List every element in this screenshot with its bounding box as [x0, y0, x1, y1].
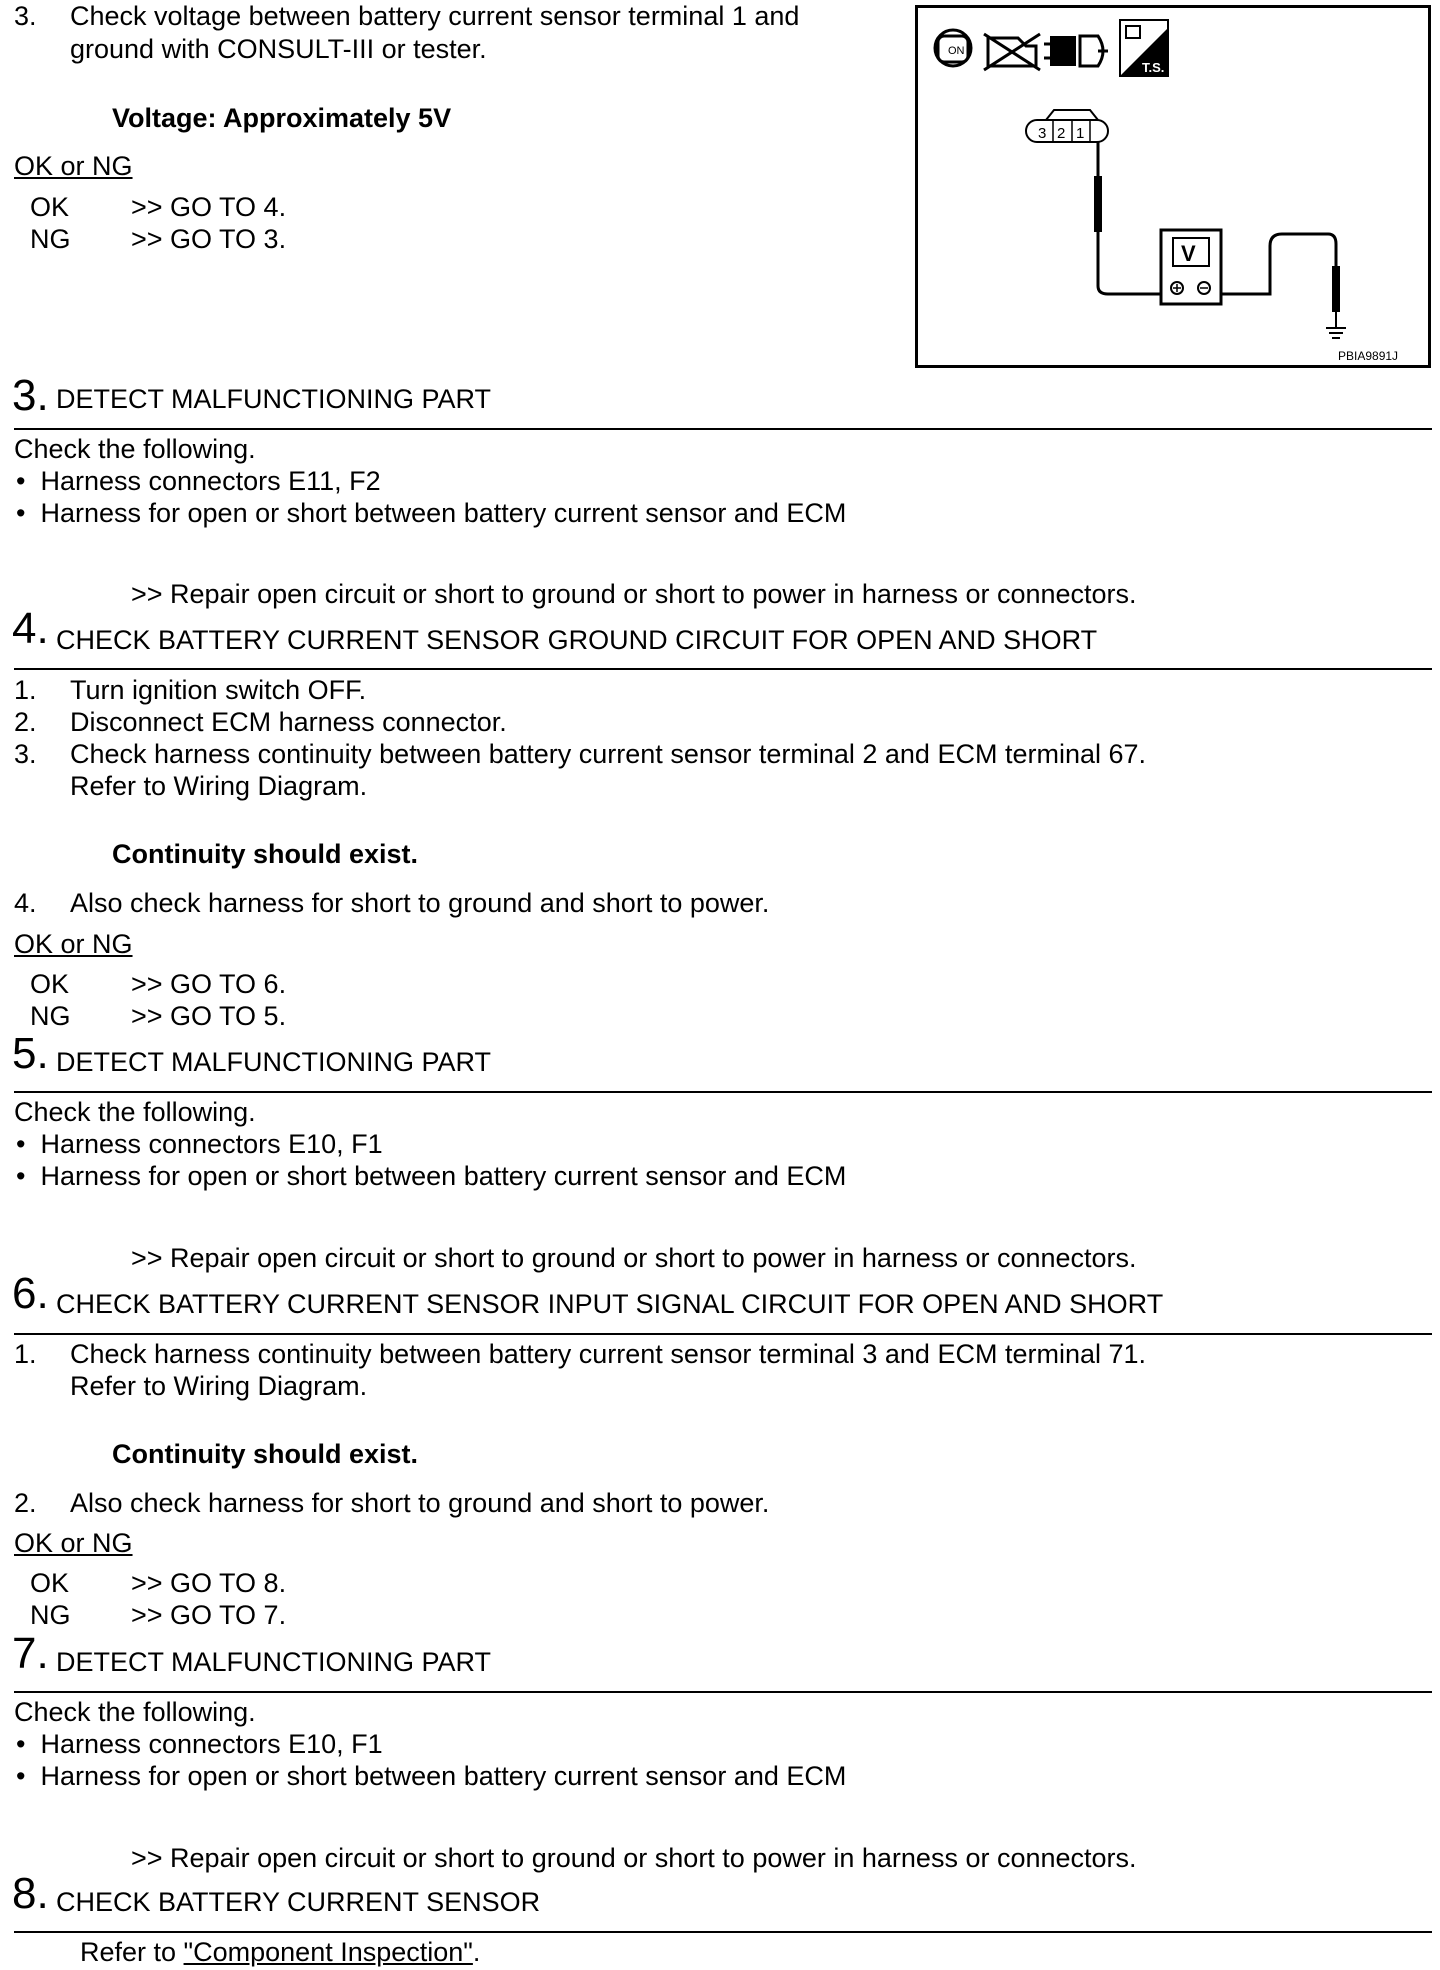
section4-divider [14, 668, 1432, 670]
ignition-on-icon [935, 30, 971, 66]
terminal-2-label: 2 [1057, 125, 1066, 142]
section6-item1-text: Check harness continuity between battery current sensor terminal 3 and ECM terminal 71. [70, 1339, 1147, 1369]
section4-ng-label: NG [30, 1001, 71, 1031]
section3-bullet-1: • Harness connectors E11, F2 [16, 466, 381, 496]
ground-symbol-icon [1326, 328, 1346, 338]
ok-label: OK [30, 192, 70, 222]
section4-item4-text: Also check harness for short to ground and short to power. [70, 888, 770, 918]
section5-divider [14, 1091, 1432, 1093]
section5-intro: Check the following. [14, 1097, 256, 1127]
section4-item1-text: Turn ignition switch OFF. [70, 675, 367, 705]
section4-title: CHECK BATTERY CURRENT SENSOR GROUND CIRCUIT FOR OPEN AND SHORT [56, 625, 1098, 655]
section4-ok-goto: >> GO TO 6. [131, 969, 287, 999]
section6-ng-label: NG [30, 1600, 71, 1630]
section4-item2-text: Disconnect ECM harness connector. [70, 707, 507, 737]
section4-ok-label: OK [30, 969, 70, 999]
section5-bullet-2: • Harness for open or short between battery current sensor and ECM [16, 1161, 847, 1191]
step3-item-number: 3. [14, 1, 37, 31]
voltage-check-figure [915, 5, 1431, 368]
section4-item4-number: 4. [14, 888, 37, 918]
section8-divider [14, 1931, 1432, 1933]
section7-bullet-1: • Harness connectors E10, F1 [16, 1729, 383, 1759]
section5-number: 5. [12, 1029, 49, 1078]
section4-item3-text: Check harness continuity between battery current sensor terminal 2 and ECM terminal 67. [70, 739, 1147, 769]
sensor-connector [1026, 110, 1108, 142]
section4-item3-number: 3. [14, 739, 37, 769]
section6-divider [14, 1333, 1432, 1335]
section7-number: 7. [12, 1629, 49, 1678]
section8-refer: Refer to "Component Inspection". [80, 1937, 481, 1967]
section6-item1-refer: Refer to Wiring Diagram. [70, 1371, 368, 1401]
connector-disconnect-icon [1044, 36, 1108, 66]
section4-continuity-spec: Continuity should exist. [112, 839, 419, 869]
voltmeter-label: V [1181, 241, 1196, 266]
section3-action: >> Repair open circuit or short to ground or short to power in harness or connectors. [131, 579, 1137, 609]
section8-title: CHECK BATTERY CURRENT SENSOR [56, 1887, 541, 1917]
section6-ok-goto: >> GO TO 8. [131, 1568, 287, 1598]
section4-ng-goto: >> GO TO 5. [131, 1001, 287, 1031]
terminal-1-label: 1 [1076, 125, 1085, 142]
step3-instruction-line2: ground with CONSULT-III or tester. [70, 34, 487, 64]
section4-item3-refer: Refer to Wiring Diagram. [70, 771, 368, 801]
svg-text:ON: ON [948, 45, 965, 57]
section6-continuity-spec: Continuity should exist. [112, 1439, 419, 1469]
ng-goto: >> GO TO 3. [131, 224, 287, 254]
section7-divider [14, 1691, 1432, 1693]
section6-ok-label: OK [30, 1568, 70, 1598]
negative-probe [1221, 234, 1340, 328]
section3-number: 3. [12, 371, 49, 420]
section6-item2-text: Also check harness for short to ground and short to power. [70, 1488, 770, 1518]
section8-number: 8. [12, 1869, 49, 1918]
positive-probe [1094, 142, 1161, 294]
section6-title: CHECK BATTERY CURRENT SENSOR INPUT SIGNAL CIRCUIT FOR OPEN AND SHORT [56, 1289, 1164, 1319]
section5-bullet-1: • Harness connectors E10, F1 [16, 1129, 383, 1159]
section7-action: >> Repair open circuit or short to ground or short to power in harness or connectors. [131, 1843, 1137, 1873]
section4-number: 4. [12, 604, 49, 653]
section6-item1-number: 1. [14, 1339, 37, 1369]
section4-ok-or-ng: OK or NG [14, 929, 133, 959]
section6-number: 6. [12, 1269, 49, 1318]
engine-off-icon [984, 34, 1040, 70]
section7-intro: Check the following. [14, 1697, 256, 1727]
section3-title: DETECT MALFUNCTIONING PART [56, 384, 492, 414]
section3-intro: Check the following. [14, 434, 256, 464]
section4-item2-number: 2. [14, 707, 37, 737]
section3-divider [14, 428, 1432, 430]
test-set-icon [1120, 20, 1168, 76]
section6-item2-number: 2. [14, 1488, 37, 1518]
ng-label: NG [30, 224, 71, 254]
section4-item1-number: 1. [14, 675, 37, 705]
figure-code: PBIA9891J [1338, 349, 1399, 363]
svg-text:T.S.: T.S. [1142, 60, 1165, 75]
section5-action: >> Repair open circuit or short to ground or short to power in harness or connectors. [131, 1243, 1137, 1273]
step3-instruction-line1: Check voltage between battery current sensor terminal 1 and [70, 1, 800, 31]
section5-title: DETECT MALFUNCTIONING PART [56, 1047, 492, 1077]
terminal-3-label: 3 [1038, 125, 1047, 142]
section6-ok-or-ng: OK or NG [14, 1528, 133, 1558]
voltage-spec: Voltage: Approximately 5V [112, 103, 452, 133]
voltmeter [1161, 230, 1221, 304]
section6-ng-goto: >> GO TO 7. [131, 1600, 287, 1630]
section3-bullet-2: • Harness for open or short between battery current sensor and ECM [16, 498, 847, 528]
section7-title: DETECT MALFUNCTIONING PART [56, 1647, 492, 1677]
ok-goto: >> GO TO 4. [131, 192, 287, 222]
figure-diagram [918, 8, 1428, 365]
component-inspection-link[interactable]: "Component Inspection" [183, 1937, 473, 1967]
section7-bullet-2: • Harness for open or short between battery current sensor and ECM [16, 1761, 847, 1791]
ok-or-ng-heading: OK or NG [14, 151, 133, 181]
